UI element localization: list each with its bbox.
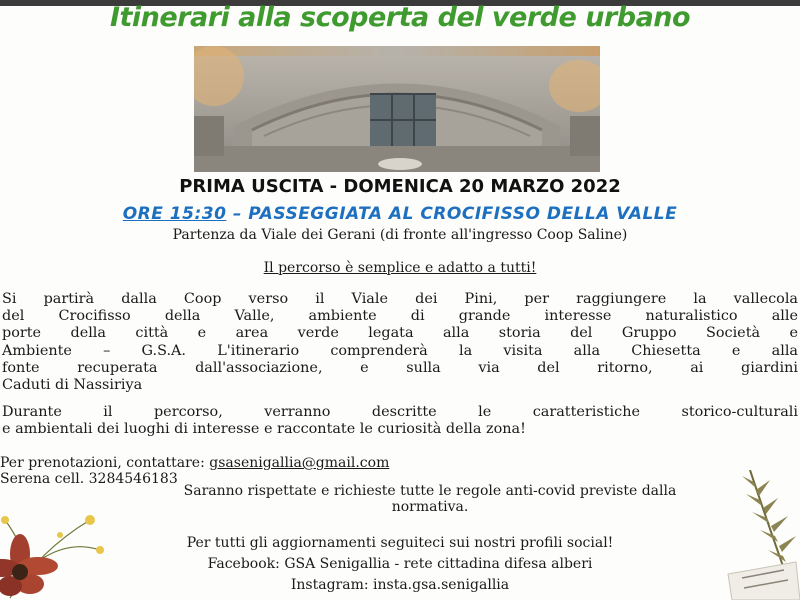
paragraph-line: porte della città e area verde legata alla storia del Gruppo Società e	[2, 325, 798, 342]
dried-flower-decoration	[0, 480, 120, 600]
rules-line: normativa.	[391, 499, 469, 515]
description-paragraph-2	[2, 404, 798, 438]
booking-phone: Serena cell. 3284546183	[0, 471, 178, 487]
facebook-info: Facebook: GSA Senigallia - rete cittadina difesa alberi	[207, 556, 593, 572]
rules-line: Saranno rispettate e richieste tutte le regole anti-covid previste dalla	[183, 483, 677, 499]
description-paragraph-1	[2, 291, 798, 394]
paragraph-line: del Crocifisso della Valle, ambiente di grande interesse naturalistico alle	[2, 308, 798, 325]
paragraph-line: fonte recuperata dall'associazione, e sulla via del ritorno, ai giardini	[2, 359, 798, 376]
booking-email-link[interactable]: gsasenigallia@gmail.com	[209, 455, 390, 471]
social-info	[0, 533, 800, 596]
departure-info: Partenza da Viale dei Gerani (di fronte all'ingresso Coop Saline)	[172, 227, 628, 243]
walk-title: – PASSEGGIATA AL CROCIFISSO DELLA VALLE	[226, 204, 678, 224]
paper-scrap-decoration	[724, 560, 800, 600]
covid-rules	[60, 483, 800, 515]
paragraph-line: Si partirà dalla Coop verso il Viale dei Pini, per raggiungere la vallecola	[2, 291, 798, 307]
social-intro: Per tutti gli aggiornamenti seguiteci sui nostri profili social!	[186, 535, 614, 551]
walk-time: ORE 15:30	[122, 204, 227, 224]
booking-label: Per prenotazioni, contattare:	[0, 455, 210, 471]
first-outing-date: PRIMA USCITA - DOMENICA 20 MARZO 2022	[179, 176, 621, 197]
booking-line	[0, 455, 389, 471]
instagram-info: Instagram: insta.gsa.senigallia	[290, 577, 510, 593]
walk-heading	[0, 204, 800, 224]
route-note: Il percorso è semplice e adatto a tutti!	[263, 260, 537, 276]
stone-arch-door-photo	[194, 46, 600, 172]
paragraph-line: Caduti di Nassiriya	[2, 377, 143, 394]
paragraph-line: Durante il percorso, verranno descritte le caratteristiche storico-culturali	[2, 404, 798, 420]
paragraph-line: Ambiente – G.S.A. L'itinerario comprenderà la visita alla Chiesetta e alla	[2, 342, 798, 359]
page-title: Itinerari alla scoperta del verde urbano	[109, 2, 691, 33]
paragraph-line: e ambientali dei luoghi di interesse e raccontate le curiosità della zona!	[2, 421, 526, 438]
